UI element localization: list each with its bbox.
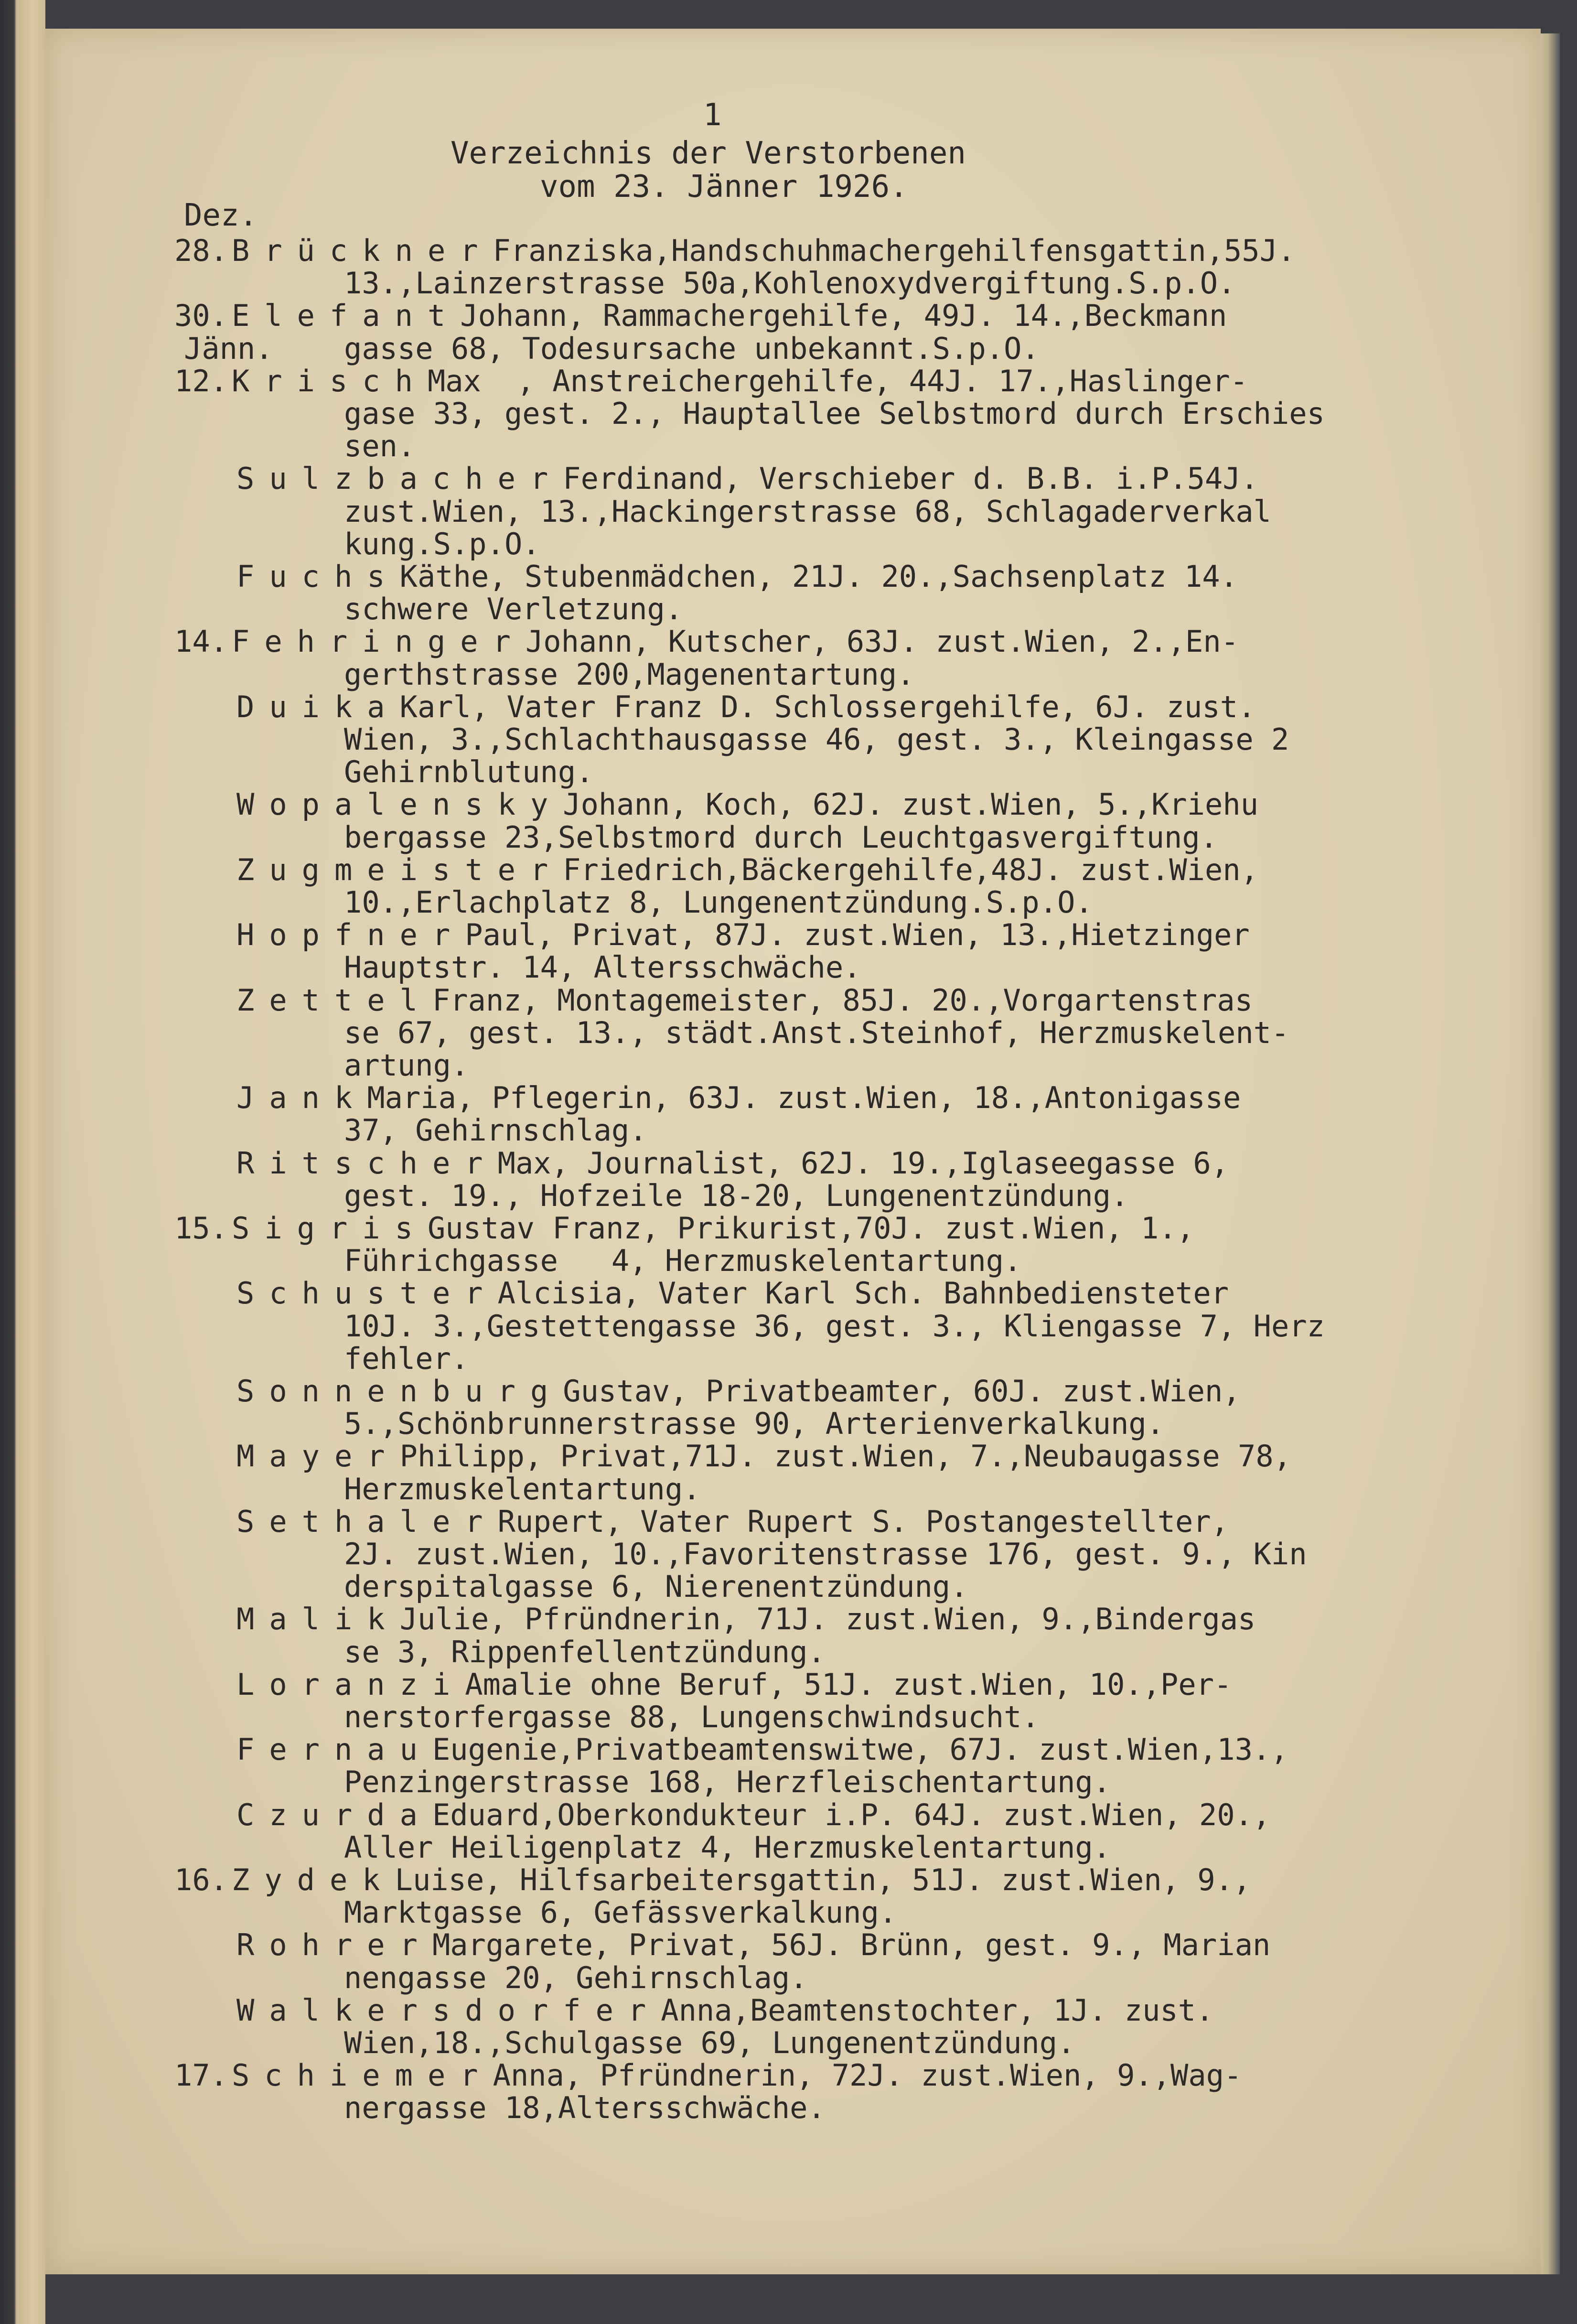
register-entry xyxy=(236,984,1253,1017)
register-entry xyxy=(232,2059,1242,2092)
surname: Sethaler xyxy=(236,1504,498,1539)
register-entry-continuation: artung. xyxy=(344,1048,469,1083)
surname: Sulzbacher xyxy=(236,461,563,496)
entry-details: Max, Journalist, 62J. 19.,Iglaseegasse 6, xyxy=(497,1146,1229,1181)
register-entry xyxy=(236,1375,1241,1408)
register-entry-continuation: Gehirnblutung. xyxy=(344,754,594,789)
surname: Krisch xyxy=(232,364,428,398)
register-entry-continuation: 10J. 3.,Gestettengasse 36, gest. 3., Kliengasse 7, Herz xyxy=(344,1309,1325,1344)
surname: Rohrer xyxy=(236,1927,432,1962)
register-entry-continuation: zust.Wien, 13.,Hackingerstrasse 68, Schlagaderverkal xyxy=(344,494,1272,529)
register-entry-continuation: schwere Verletzung. xyxy=(344,592,683,626)
register-entry xyxy=(236,788,1258,821)
register-entry-continuation: fehler. xyxy=(344,1341,469,1376)
register-entry-continuation: nengasse 20, Gehirnschlag. xyxy=(344,1960,808,1995)
surname: Jank xyxy=(236,1080,367,1115)
entry-date: 15. xyxy=(174,1211,228,1246)
entry-details: Rupert, Vater Rupert S. Postangestellter, xyxy=(497,1504,1229,1539)
register-entry xyxy=(232,299,1227,333)
register-entry-continuation: Penzingerstrasse 168, Herzfleischentartung. xyxy=(344,1765,1111,1799)
register-entry-continuation: 37, Gehirnschlag. xyxy=(344,1113,647,1148)
register-entry-continuation: bergasse 23,Selbstmord durch Leuchtgasvergiftung. xyxy=(344,820,1218,855)
surname: Fernau xyxy=(236,1732,432,1767)
entry-details: Max , Anstreichergehilfe, 44J. 17.,Haslinger- xyxy=(427,364,1248,398)
register-entry xyxy=(236,462,1258,495)
surname: Zettel xyxy=(236,983,432,1018)
register-entry xyxy=(232,1863,1251,1897)
register-entry-continuation: 10.,Erlachplatz 8, Lungenentzündung.S.p.O. xyxy=(344,885,1093,920)
entry-details: Gustav, Privatbeamter, 60J. zust.Wien, xyxy=(563,1374,1241,1409)
register-entry-continuation: gase 33, gest. 2., Hauptallee Selbstmord durch Erschies xyxy=(344,396,1325,431)
register-entry-continuation: nerstorfergasse 88, Lungenschwindsucht. xyxy=(344,1700,1040,1734)
register-entry xyxy=(236,1505,1229,1539)
month-label: Dez. xyxy=(184,198,258,233)
surname: Schuster xyxy=(236,1276,498,1311)
register-entry-continuation: gest. 19., Hofzeile 18-20, Lungenentzündung. xyxy=(344,1178,1129,1213)
register-entry-continuation: nergasse 18,Altersschwäche. xyxy=(344,2090,826,2125)
register-entry-continuation: sen. xyxy=(344,429,416,463)
register-entry xyxy=(232,234,1295,268)
book-binding-gutter xyxy=(0,0,45,2324)
register-entry-continuation: 5.,Schönbrunnerstrasse 90, Arterienverkalkung. xyxy=(344,1406,1165,1441)
surname: Ritscher xyxy=(236,1146,498,1181)
register-entry-continuation: 13.,Lainzerstrasse 50a,Kohlenoxydvergiftung.S.p.O. xyxy=(344,266,1236,301)
register-entry-continuation: se 3, Rippenfellentzündung. xyxy=(344,1635,826,1669)
register-entry xyxy=(236,1147,1229,1180)
entry-details: Gustav Franz, Prikurist,70J. zust.Wien, 1., xyxy=(427,1211,1195,1246)
register-entry xyxy=(236,1733,1288,1766)
page-title: Verzeichnis der Verstorbenen xyxy=(451,136,966,171)
register-entry xyxy=(236,1928,1270,1962)
register-entry-continuation: Wien,18.,Schulgasse 69, Lungenentzündung. xyxy=(344,2025,1075,2060)
register-entry-continuation: Wien, 3.,Schlachthausgasse 46, gest. 3., Kleingasse 2 xyxy=(344,722,1289,757)
entry-details: Franziska,Handschuhmachergehilfensgattin,55J. xyxy=(493,233,1296,268)
entry-date: 16. xyxy=(174,1862,228,1897)
register-entry xyxy=(236,1277,1229,1310)
entry-details: Ferdinand, Verschieber d. B.B. i.P.54J. xyxy=(563,461,1259,496)
register-entry xyxy=(236,1081,1241,1115)
register-entry-continuation: Aller Heiligenplatz 4, Herzmuskelentartung. xyxy=(344,1830,1111,1865)
entry-details: Luise, Hilfsarbeitersgattin, 51J. zust.Wien, 9., xyxy=(395,1862,1251,1897)
surname: Zydek xyxy=(232,1862,395,1897)
surname: Hopfner xyxy=(236,917,465,952)
register-entry-continuation: Herzmuskelentartung. xyxy=(344,1472,701,1506)
surname: Walkersdorfer xyxy=(236,1993,661,2028)
entry-date: Jänn. xyxy=(184,331,273,366)
surname: Wopalensky xyxy=(236,787,563,822)
entry-details: Anna,Beamtenstochter, 1J. zust. xyxy=(661,1993,1214,2028)
register-entry xyxy=(236,1440,1291,1473)
register-entry-continuation: gerthstrasse 200,Magenentartung. xyxy=(344,657,915,692)
register-entry xyxy=(236,1603,1255,1636)
register-entry xyxy=(236,560,1238,593)
surname: Czurda xyxy=(236,1797,432,1832)
page-number: 1 xyxy=(703,97,722,133)
register-entry xyxy=(236,918,1250,952)
entry-details: Johann, Rammachergehilfe, 49J. 14.,Beckmann xyxy=(460,298,1227,333)
register-entry xyxy=(236,853,1258,887)
entry-details: Eugenie,Privatbeamtenswitwe, 67J. zust.Wien,13., xyxy=(432,1732,1288,1767)
register-entry-continuation: gasse 68, Todesursache unbekannt.S.p.O. xyxy=(344,331,1040,366)
surname: Brückner xyxy=(232,233,493,268)
register-entry xyxy=(236,690,1255,724)
register-entry-continuation: Marktgasse 6, Gefässverkalkung. xyxy=(344,1895,897,1930)
register-entry-continuation: se 67, gest. 13., städt.Anst.Steinhof, Herzmuskelent- xyxy=(344,1015,1289,1050)
surname: Sigris xyxy=(232,1211,428,1246)
entry-details: Julie, Pfründnerin, 71J. zust.Wien, 9.,Bindergas xyxy=(399,1602,1256,1636)
page-subtitle-date: vom 23. Jänner 1926. xyxy=(540,169,908,204)
register-entry xyxy=(236,1798,1270,1832)
entry-details: Alcisia, Vater Karl Sch. Bahnbediensteter xyxy=(497,1276,1229,1311)
entry-details: Eduard,Oberkondukteur i.P. 64J. zust.Wien, 20., xyxy=(432,1797,1271,1832)
page-edge xyxy=(1541,33,1560,2274)
entry-details: Margarete, Privat, 56J. Brünn, gest. 9., Marian xyxy=(432,1927,1271,1962)
surname: Sonnenburg xyxy=(236,1374,563,1409)
register-entry-continuation: Führichgasse 4, Herzmuskelentartung. xyxy=(344,1243,1022,1278)
surname: Elefant xyxy=(232,298,461,333)
entry-details: Käthe, Stubenmädchen, 21J. 20.,Sachsenplatz 14. xyxy=(399,559,1238,594)
entry-details: Philipp, Privat,71J. zust.Wien, 7.,Neubaugasse 78, xyxy=(399,1439,1291,1474)
register-entry-continuation: Hauptstr. 14, Altersschwäche. xyxy=(344,950,861,985)
surname: Schiemer xyxy=(232,2058,493,2093)
surname: Loranzi xyxy=(236,1667,465,1702)
entry-date: 12. xyxy=(174,364,228,398)
register-entry-continuation: 2J. zust.Wien, 10.,Favoritenstrasse 176, gest. 9., Kin xyxy=(344,1537,1307,1571)
entry-details: Friedrich,Bäckergehilfe,48J. zust.Wien, xyxy=(563,852,1259,887)
surname: Fehringer xyxy=(232,624,526,659)
entry-date: 17. xyxy=(174,2058,228,2093)
entry-details: Karl, Vater Franz D. Schlossergehilfe, 6J. zust. xyxy=(399,689,1256,724)
entry-details: Johann, Kutscher, 63J. zust.Wien, 2.,En- xyxy=(525,624,1239,659)
entry-details: Amalie ohne Beruf, 51J. zust.Wien, 10.,Per- xyxy=(465,1667,1232,1702)
entry-details: Franz, Montagemeister, 85J. 20.,Vorgartenstras xyxy=(432,983,1253,1018)
surname: Malik xyxy=(236,1602,400,1636)
register-entry-continuation: kung.S.p.O. xyxy=(344,527,540,561)
register-entry xyxy=(236,1994,1213,2027)
surname: Duika xyxy=(236,689,400,724)
entry-details: Paul, Privat, 87J. zust.Wien, 13.,Hietzinger xyxy=(465,917,1250,952)
entry-date: 28. xyxy=(174,233,228,268)
entry-details: Maria, Pflegerin, 63J. zust.Wien, 18.,Antonigasse xyxy=(367,1080,1241,1115)
entry-details: Johann, Koch, 62J. zust.Wien, 5.,Kriehu xyxy=(563,787,1259,822)
entry-date: 14. xyxy=(174,624,228,659)
surname: Zugmeister xyxy=(236,852,563,887)
entry-date: 30. xyxy=(174,298,228,333)
register-entry-continuation: derspitalgasse 6, Nierenentzündung. xyxy=(344,1569,968,1604)
register-entry xyxy=(232,365,1248,398)
register-entry xyxy=(236,1668,1232,1701)
surname: Fuchs xyxy=(236,559,400,594)
surname: Mayer xyxy=(236,1439,400,1474)
register-entry xyxy=(232,625,1239,658)
entry-details: Anna, Pfründnerin, 72J. zust.Wien, 9.,Wag- xyxy=(493,2058,1242,2093)
register-entry xyxy=(232,1212,1194,1245)
